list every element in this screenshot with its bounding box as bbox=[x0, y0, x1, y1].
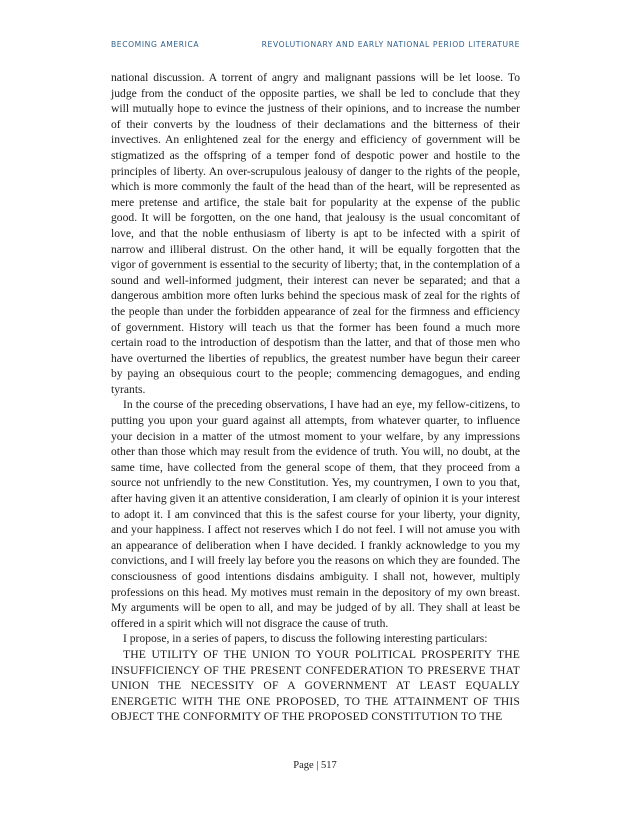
page-number: Page | 517 bbox=[293, 760, 337, 771]
paragraph-preceding-observations: In the course of the preceding observations, I have had an eye, my fellow-citizens, to putting you upon your guard against all attempts, from whatever quarter, to influence your decision in a matter of the utmost moment to your welfare, by any impressions other than those which may result from the evidence of truth. You will, no doubt, at the same time, have collected from the general scope of them, that they proceed from a source not unfriendly to the new Constitution. Yes, my countrymen, I own to you that, after having given it an attentive consideration, I am clearly of opinion it is your interest to adopt it. I am convinced that this is the safest course for your liberty, your dignity, and your happiness. I affect not reserves which I do not feel. I will not amuse you with an appearance of deliberation when I have decided. I frankly acknowledge to you my convictions, and I will freely lay before you the reasons on which they are founded. The consciousness of good intentions disdains ambiguity. I shall not, however, multiply professions on this head. My motives must remain in the depository of my own breast. My arguments will be open to all, and may be judged of by all. They shall at least be offered in a spirit which will not disgrace the cause of truth. bbox=[111, 398, 520, 630]
running-header-book-title: BECOMING AMERICA bbox=[111, 40, 200, 49]
page-body bbox=[111, 70, 520, 725]
running-header-section-title: REVOLUTIONARY AND EARLY NATIONAL PERIOD LITERATURE bbox=[261, 40, 520, 49]
paragraph-propose: I propose, in a series of papers, to discuss the following interesting particulars: bbox=[123, 632, 488, 646]
running-header bbox=[111, 40, 520, 49]
paragraph-continued: national discussion. A torrent of angry and malignant passions will be let loose. To judge from the conduct of the opposite parties, we shall be led to conclude that they will mutually hope to evince the justness of their opinions, and to increase the number of their converts by the loudness of their declamations and the bitterness of their invectives. An enlightened zeal for the energy and efficiency of government will be stigmatized as the offspring of a temper fond of despotic power and hostile to the principles of liberty. An over-scrupulous jealousy of danger to the rights of the people, which is more commonly the fault of the head than of the heart, will be represented as mere pretense and artifice, the stale bait for popularity at the expense of the public good. It will be forgotten, on the one hand, that jealousy is the usual concomitant of love, and that the noble enthusiasm of liberty is apt to be infected with a spirit of narrow and illiberal distrust. On the other hand, it will be equally forgotten that the vigor of government is essential to the security of liberty; that, in the contemplation of a sound and well-informed judgment, their interest can never be separated; and that a dangerous ambition more often lurks behind the specious mask of zeal for the rights of the people than under the forbidden appearance of zeal for the firmness and efficiency of government. History will teach us that the former has been found a much more certain road to the introduction of despotism than the latter, and that of those men who have overturned the liberties of republics, the greatest number have begun their career by paying an obsequious court to the people; commencing demagogues, and ending tyrants. bbox=[111, 71, 520, 396]
paragraph-particulars-list: THE UTILITY OF THE UNION TO YOUR POLITICAL PROSPERITY THE INSUFFICIENCY OF THE PRESENT CONFEDERATION TO PRESERVE THAT UNION THE NECESSITY OF A GOVERNMENT AT LEAST EQUALLY ENERGETIC WITH THE ONE PROPOSED, TO THE ATTAINMENT OF THIS OBJECT THE CONFORMITY OF THE PROPOSED CONSTITUTION TO THE bbox=[111, 647, 520, 724]
